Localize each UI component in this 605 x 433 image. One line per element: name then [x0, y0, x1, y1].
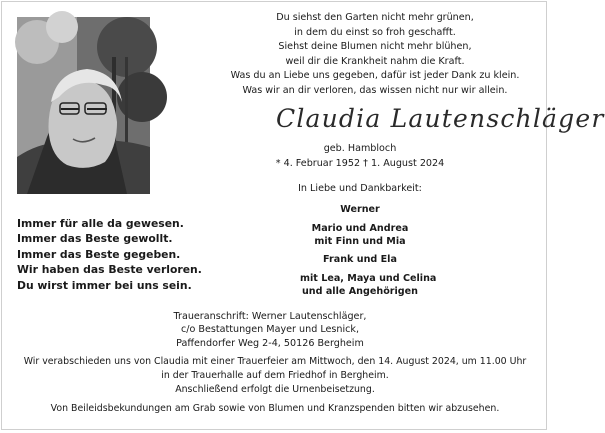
- info-line: Von Beileidsbekundungen am Grab sowie von Blumen und Kranzspenden bitten wir abzusehen.: [50, 403, 500, 415]
- deceased-name: Claudia Lautenschläger: [276, 104, 605, 133]
- name-signature: [268, 104, 605, 144]
- family-group: [300, 273, 437, 299]
- poem-line: weil dir die Krankheit nahm die Kraft.: [285, 55, 465, 67]
- motto-line: Wir haben das Beste verloren.: [17, 263, 202, 277]
- poem-line: Du siehst den Garten nicht mehr grünen,: [276, 12, 474, 23]
- thanks-line: In Liebe und Dankbarkeit:: [298, 183, 422, 194]
- info-line: in der Trauerhalle auf dem Friedhof in Bergheim.: [161, 369, 389, 381]
- family-line: mit Lea, Maya und Celina: [300, 273, 437, 285]
- motto-line: Immer für alle da gewesen.: [17, 217, 184, 230]
- poem-line: Was wir an dir verloren, das wissen nicht nur wir allein.: [242, 84, 508, 96]
- birth-name: geb. Hambloch: [323, 143, 397, 154]
- motto-text: [17, 216, 202, 293]
- motto-line: Immer das Beste gewollt.: [17, 232, 173, 246]
- family-line: Frank und Ela: [323, 254, 397, 266]
- family-line: Werner: [340, 204, 380, 215]
- memorial-poem: [225, 11, 525, 99]
- address-line: Paffendorfer Weg 2-4, 50126 Bergheim: [176, 337, 364, 349]
- poem-line: Siehst deine Blumen nicht mehr blühen,: [278, 41, 472, 53]
- address-line: c/o Bestattungen Mayer und Lesnick,: [180, 324, 360, 336]
- family-group: [300, 223, 420, 249]
- family-group: [300, 254, 420, 267]
- life-dates: * 4. Februar 1952 † 1. August 2024: [275, 158, 445, 169]
- family-line: Mario und Andrea: [311, 222, 409, 234]
- poem-line: Was du an Liebe uns gegeben, dafür ist jeder Dank zu klein.: [230, 70, 520, 82]
- mourning-address: [160, 310, 380, 350]
- info-line: Wir verabschieden uns von Claudia mit einer Trauerfeier am Mittwoch, den 14. August 2024, um 11.00 Uhr: [23, 356, 527, 367]
- address-line: Traueranschrift: Werner Lautenschläger,: [173, 311, 367, 322]
- family-group: [300, 204, 420, 217]
- info-line: Anschließend erfolgt die Urnenbeisetzung.: [175, 383, 375, 395]
- motto-line: Immer das Beste gegeben.: [17, 247, 181, 261]
- family-line: und alle Angehörigen: [301, 285, 419, 297]
- ceremony-info: [10, 355, 540, 416]
- motto-line: Du wirst immer bei uns sein.: [17, 278, 192, 292]
- portrait-photo: [17, 17, 150, 194]
- family-line: mit Finn und Mia: [314, 235, 406, 247]
- poem-line: in dem du einst so froh geschafft.: [294, 26, 456, 38]
- family-list: [300, 204, 437, 305]
